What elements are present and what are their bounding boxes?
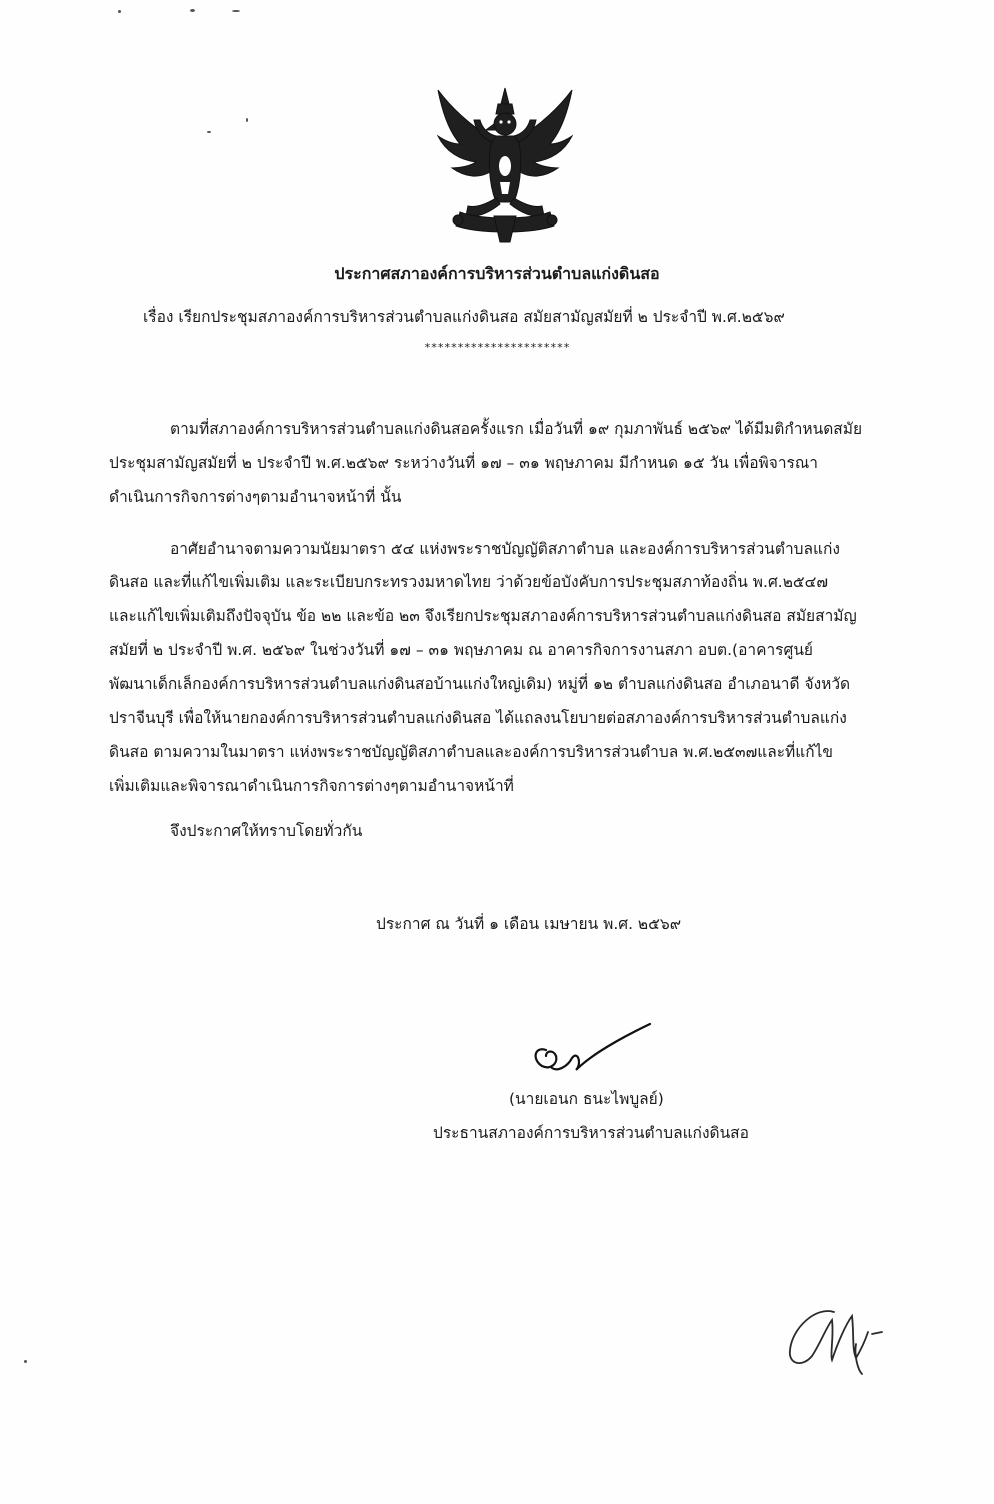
paragraph2-line: สมัยที่ ๒ ประจำปี พ.ศ. ๒๕๖๙ ในช่วงวันที่ ๑๗ – ๓๑ พฤษภาคม ณ อาคารกิจการงานสภา อบต.(อาคารศูนย์ (109, 641, 813, 659)
scan-speck (24, 1360, 27, 1363)
signatory-name: (นายเอนก ธนะไพบูลย์) (509, 1090, 664, 1108)
paragraph2-line: ปราจีนบุรี เพื่อให้นายกองค์การบริหารส่วนตำบลแก่งดินสอ ได้แถลงนโยบายต่อสภาองค์การบริหารส่วนตำบลแก่ง (109, 709, 847, 727)
paragraph1-line: ดำเนินการกิจการต่างๆตามอำนาจหน้าที่ นั้น (109, 488, 402, 506)
paragraph2-line: อาศัยอำนาจตามความนัยมาตรา ๕๔ แห่งพระราชบัญญัติสภาตำบล และองค์การบริหารส่วนตำบลแก่ง (170, 540, 840, 558)
scan-speck (118, 10, 121, 13)
paragraph1-line: ตามที่สภาองค์การบริหารส่วนตำบลแก่งดินสอครั้งแรก เมื่อวันที่ ๑๙ กุมภาพันธ์ ๒๕๖๙ ได้มีมติกำหนดสมัย (170, 420, 863, 438)
signatory-position: ประธานสภาองค์การบริหารส่วนตำบลแก่งดินสอ (433, 1124, 749, 1142)
signature-image (528, 1020, 658, 1080)
scan-speck (207, 131, 211, 133)
paragraph2-line: พัฒนาเด็กเล็กองค์การบริหารส่วนตำบลแก่งดินสอบ้านแก่งใหญ่เดิม) หมู่ที่ ๑๒ ตำบลแก่งดินสอ อำเภอนาดี จังหวัด (109, 675, 851, 693)
initials-mark (780, 1298, 890, 1378)
separator-stars: ********************** (424, 341, 570, 354)
scan-speck (246, 118, 248, 122)
scan-speck (232, 10, 240, 12)
paragraph2-line: และแก้ไขเพิ่มเติมถึงปัจจุบัน ข้อ ๒๒ และข้อ ๒๓ จึงเรียกประชุมสภาองค์การบริหารส่วนตำบลแก่งดินสอ สมัยสามัญ (109, 607, 857, 625)
dateline: ประกาศ ณ วันที่ ๑ เดือน เมษายน พ.ศ. ๒๕๖๙ (376, 915, 682, 933)
closing-statement: จึงประกาศให้ทราบโดยทั่วกัน (170, 822, 363, 840)
paragraph2-line: เพิ่มเติมและพิจารณาดำเนินการกิจการต่างๆตามอำนาจหน้าที่ (109, 777, 514, 795)
garuda-emblem-icon (430, 86, 580, 244)
scan-speck (190, 9, 195, 12)
announcement-subject: เรื่อง เรียกประชุมสภาองค์การบริหารส่วนตำบลแก่งดินสอ สมัยสามัญสมัยที่ ๒ ประจำปี พ.ศ.๒๕๖๙ (143, 308, 785, 326)
announcement-title: ประกาศสภาองค์การบริหารส่วนตำบลแก่งดินสอ (334, 264, 660, 283)
paragraph2-line: ดินสอ และที่แก้ไขเพิ่มเติม และระเบียบกระทรวงมหาดไทย ว่าด้วยข้อบังคับการประชุมสภาท้องถิ่น พ.ศ.๒๕๔๗ (109, 573, 829, 591)
paragraph2-line: ดินสอ ตามความในมาตรา แห่งพระราชบัญญัติสภาตำบลและองค์การบริหารส่วนตำบล พ.ศ.๒๕๓๗และที่แก้ไข (109, 743, 834, 761)
paragraph1-line: ประชุมสามัญสมัยที่ ๒ ประจำปี พ.ศ.๒๕๖๙ ระหว่างวันที่ ๑๗ – ๓๑ พฤษภาคม มีกำหนด ๑๕ วัน เพื่อพิจารณา (109, 454, 818, 472)
